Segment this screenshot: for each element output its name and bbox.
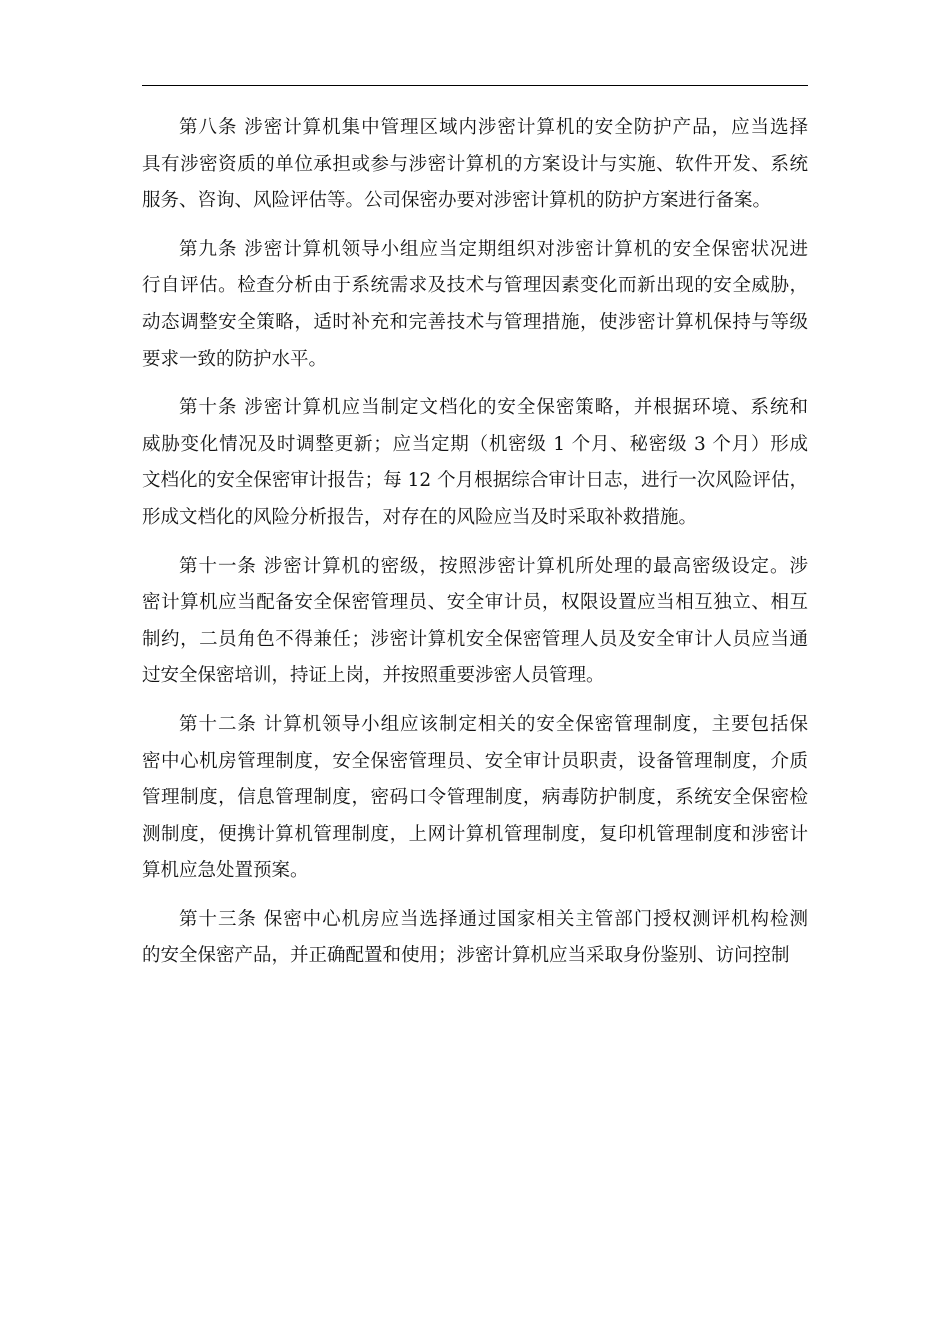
text-line: 第十条 涉密计算机应当制定文档化的安全保密策略，并根据环境、系统和 <box>179 397 808 419</box>
text-line: 过安全保密培训，持证上岗，并按照重要涉密人员管理。 <box>142 665 605 687</box>
document-body <box>142 110 808 987</box>
article-paragraph <box>142 549 808 695</box>
text-line: 的安全保密产品，并正确配置和使用；涉密计算机应当采取身份鉴别、访问控制 <box>142 945 790 967</box>
text-line: 服务、咨询、风险评估等。公司保密办要对涉密计算机的防护方案进行备案。 <box>142 190 772 212</box>
text-line: 动态调整安全策略，适时补充和完善技术与管理措施，使涉密计算机保持与等级 <box>142 311 808 333</box>
text-line: 第八条 涉密计算机集中管理区域内涉密计算机的安全防护产品，应当选择 <box>179 117 808 138</box>
text-line: 第十一条 涉密计算机的密级，按照涉密计算机所处理的最高密级设定。涉 <box>179 555 808 577</box>
text-line: 第九条 涉密计算机领导小组应当定期组织对涉密计算机的安全保密状况进 <box>179 238 808 260</box>
article-paragraph <box>142 232 808 378</box>
text-line: 要求一致的防护水平。 <box>142 348 328 370</box>
text-line: 具有涉密资质的单位承担或参与涉密计算机的方案设计与实施、软件开发、系统 <box>142 153 808 175</box>
text-line: 行自评估。检查分析由于系统需求及技术与管理因素变化而新出现的安全威胁， <box>142 275 808 297</box>
article-paragraph <box>142 110 808 220</box>
text-line: 测制度，便携计算机管理制度，上网计算机管理制度，复印机管理制度和涉密计 <box>142 823 808 845</box>
text-line: 威胁变化情况及时调整更新；应当定期（机密级 1 个月、秘密级 3 个月）形成 <box>142 433 808 455</box>
text-line: 密中心机房管理制度，安全保密管理员、安全审计员职责，设备管理制度，介质 <box>142 750 808 772</box>
article-paragraph <box>142 707 808 890</box>
text-line: 第十二条 计算机领导小组应该制定相关的安全保密管理制度，主要包括保 <box>179 713 808 735</box>
header-rule <box>142 85 808 86</box>
text-line: 算机应急处置预案。 <box>142 860 309 882</box>
text-line: 制约，二员角色不得兼任；涉密计算机安全保密管理人员及安全审计人员应当通 <box>142 628 808 650</box>
text-line: 形成文档化的风险分析报告，对存在的风险应当及时采取补救措施。 <box>142 506 698 528</box>
article-paragraph <box>142 902 808 975</box>
article-paragraph <box>142 390 808 536</box>
text-line: 密计算机应当配备安全保密管理员、安全审计员，权限设置应当相互独立、相互 <box>142 592 808 614</box>
text-line: 文档化的安全保密审计报告；每 12 个月根据综合审计日志，进行一次风险评估， <box>142 470 808 492</box>
text-line: 管理制度，信息管理制度，密码口令管理制度，病毒防护制度，系统安全保密检 <box>142 787 808 809</box>
text-line: 第十三条 保密中心机房应当选择通过国家相关主管部门授权测评机构检测 <box>179 908 808 930</box>
